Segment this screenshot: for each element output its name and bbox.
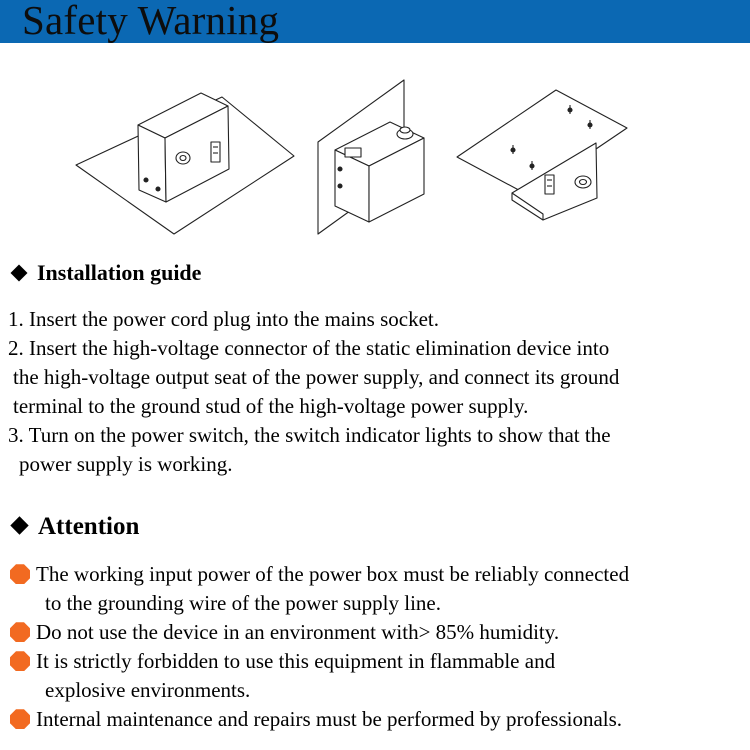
page-title: Safety Warning: [22, 0, 280, 43]
step-line: terminal to the ground stud of the high-voltage power supply.: [13, 394, 529, 418]
attention-item: [8, 705, 750, 734]
attention-text: Internal maintenance and repairs must be performed by professionals.: [36, 707, 623, 731]
installation-title: Installation guide: [37, 260, 202, 285]
step-line: 3. Turn on the power switch, the switch indicator lights to show that the: [8, 423, 611, 447]
step-line: 2. Insert the high-voltage connector of the static elimination device into: [8, 336, 610, 360]
diamond-icon: [10, 517, 28, 535]
step-line: 1. Insert the power cord plug into the mains socket.: [8, 307, 439, 331]
floor-mount-illustration: [76, 93, 294, 234]
installation-steps: [8, 305, 750, 479]
installation-illustrations: [0, 62, 750, 247]
wall-mount-illustration: [318, 80, 424, 234]
octagon-bullet-icon: [10, 651, 30, 671]
octagon-bullet-icon: [10, 622, 30, 642]
attention-heading: [8, 513, 139, 541]
attention-text: Do not use the device in an environment with> 85% humidity.: [36, 620, 560, 644]
attention-list: [8, 560, 750, 734]
octagon-bullet-icon: [10, 564, 30, 584]
attention-text: It is strictly forbidden to use this equipment in flammable and: [36, 649, 556, 673]
installation-heading: [8, 260, 201, 286]
step-line: the high-voltage output seat of the power supply, and connect its ground: [13, 365, 620, 389]
header-bar: [0, 0, 750, 43]
step-line: power supply is working.: [19, 452, 233, 476]
attention-text-continued: explosive environments.: [45, 678, 251, 702]
attention-text-continued: to the grounding wire of the power supply line.: [45, 591, 442, 615]
attention-item: [8, 647, 750, 676]
diamond-icon: [11, 264, 28, 281]
attention-title: Attention: [38, 513, 140, 540]
attention-item: [8, 560, 750, 589]
attention-text: The working input power of the power box must be reliably connected: [36, 562, 630, 586]
ceiling-mount-illustration: [457, 90, 627, 220]
attention-item: [8, 618, 750, 647]
octagon-bullet-icon: [10, 709, 30, 729]
